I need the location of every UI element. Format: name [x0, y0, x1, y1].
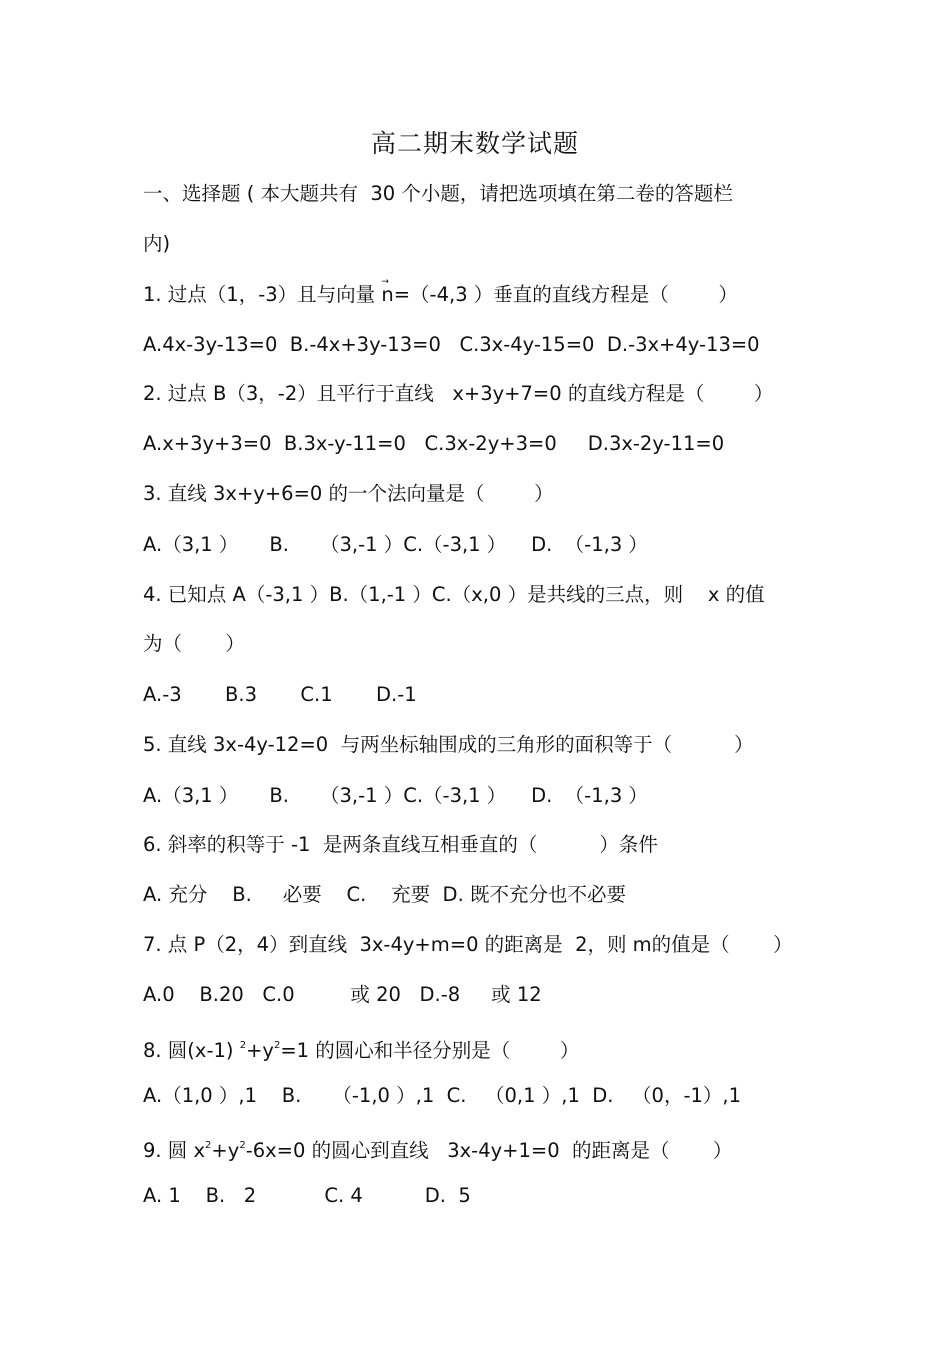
- question-5-options: A.（3,1 ） B. （3,-1 ）C.（-3,1 ） D. （-1,3 ）: [143, 784, 648, 807]
- question-8-c: =1 的圆心和半径分别是（ ）: [280, 1039, 580, 1062]
- question-4-cont: 为（ ）: [143, 632, 245, 655]
- section-heading: 一、选择题 ( 本大题共有 30 个小题，请把选项填在第二卷的答题栏: [143, 182, 733, 205]
- exponent: 2: [239, 1140, 246, 1151]
- question-8-options: A.（1,0 ）,1 B. （-1,0 ）,1 C. （0,1 ）,1 D. （0，-1）,1: [143, 1084, 742, 1107]
- question-8: [143, 1033, 579, 1064]
- question-4: 4. 已知点 A（-3,1 ）B.（1,-1 ）C.（x,0 ）是共线的三点，则 x 的值: [143, 583, 765, 606]
- question-7: 7. 点 P（2，4）到直线 3x-4y+m=0 的距离是 2，则 m的值是（ ）: [143, 933, 793, 956]
- question-9: [143, 1133, 732, 1164]
- question-5: 5. 直线 3x-4y-12=0 与两坐标轴围成的三角形的面积等于（ ）: [143, 733, 754, 756]
- question-1-post: =（-4,3 ）垂直的直线方程是（ ）: [393, 283, 738, 306]
- question-7-options: A.0 B.20 C.0 或 20 D.-8 或 12: [143, 983, 542, 1006]
- question-9-b: +y: [211, 1139, 240, 1162]
- question-3-options: A.（3,1 ） B. （3,-1 ）C.（-3,1 ） D. （-1,3 ）: [143, 533, 648, 556]
- question-3: 3. 直线 3x+y+6=0 的一个法向量是（ ）: [143, 482, 554, 505]
- question-6: 6. 斜率的积等于 -1 是两条直线互相垂直的（ ）条件: [143, 833, 658, 856]
- section-heading-cont: 内): [143, 232, 171, 255]
- question-1-pre: 1. 过点（1，-3）且与向量: [143, 283, 382, 306]
- exponent: 2: [239, 1040, 247, 1051]
- question-1: [143, 282, 738, 308]
- question-8-b: +y: [246, 1039, 274, 1062]
- question-8-a: 8. 圆(x-1): [143, 1039, 240, 1062]
- page-title: 高二期末数学试题: [370, 129, 579, 158]
- question-6-options: A. 充分 B. 必要 C. 充要 D. 既不充分也不必要: [143, 883, 626, 906]
- exponent: 2: [205, 1140, 212, 1151]
- question-2-options: A.x+3y+3=0 B.3x-y-11=0 C.3x-2y+3=0 D.3x-2y-11=0: [143, 432, 725, 455]
- exponent: 2: [273, 1040, 281, 1051]
- question-1-options: A.4x-3y-13=0 B.-4x+3y-13=0 C.3x-4y-15=0 D.-3x+4y-13=0: [143, 333, 760, 356]
- question-9-c: -6x=0 的圆心到直线 3x-4y+1=0 的距离是（ ）: [245, 1139, 733, 1162]
- question-4-options: A.-3 B.3 C.1 D.-1: [143, 683, 417, 706]
- question-9-a: 9. 圆 x: [143, 1139, 206, 1162]
- question-9-options: A. 1 B. 2 C. 4 D. 5: [143, 1184, 471, 1207]
- vector-n: → n: [381, 282, 393, 308]
- question-2: 2. 过点 B（3，-2）且平行于直线 x+3y+7=0 的直线方程是（ ）: [143, 382, 774, 405]
